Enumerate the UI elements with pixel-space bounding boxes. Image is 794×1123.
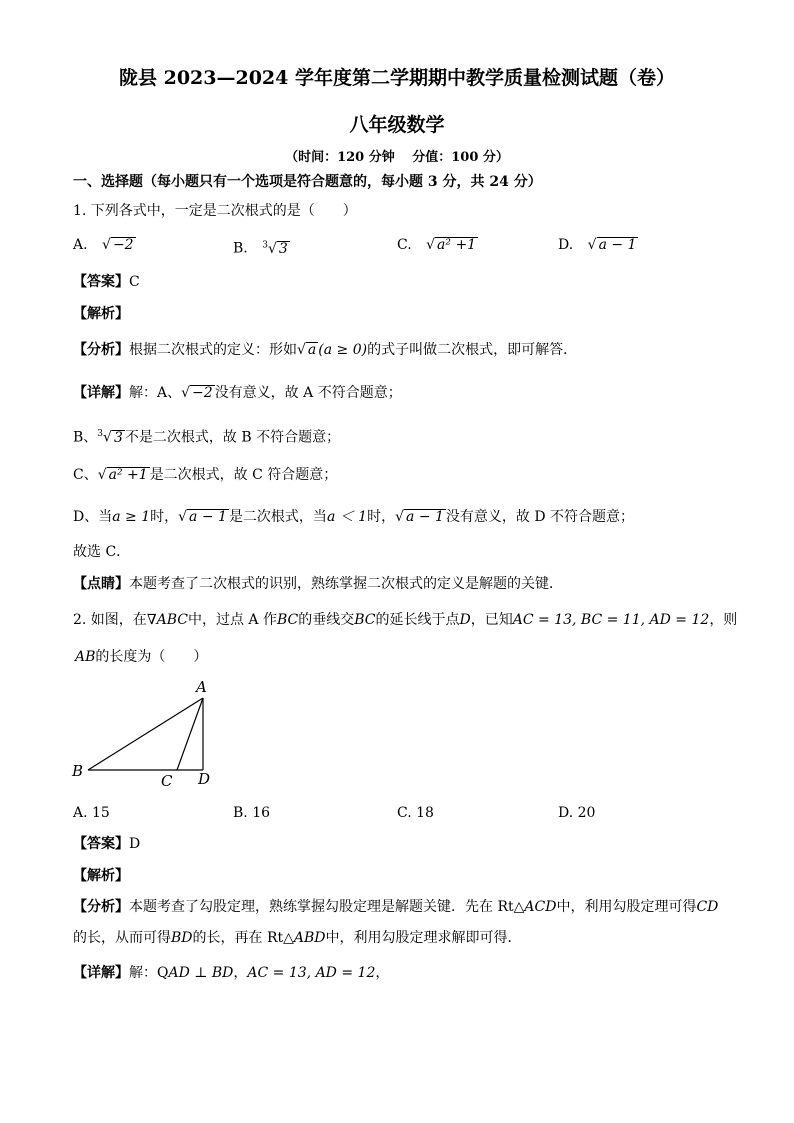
comment-tag: 【点睛】	[73, 576, 129, 592]
radicand: −2	[112, 237, 134, 253]
detail-tag: 【详解】	[73, 385, 129, 401]
segment-ac	[177, 698, 203, 770]
detail-text: B、	[73, 429, 98, 446]
radicand: −2	[192, 385, 213, 401]
exam-title: 陇县 2023—2024 学年度第二学期期中教学质量检测试题（卷）	[119, 67, 675, 89]
fenxi-text: 中，利用勾股定理可得	[556, 899, 697, 915]
detail-text: 没有意义，故 A 不符合题意；	[214, 385, 402, 401]
comment-text: 本题考查了二次根式的识别，熟练掌握二次根式的定义是解题的关键．	[129, 576, 563, 592]
segment-ab	[88, 698, 203, 770]
math-expr: D	[459, 612, 471, 628]
detail-text: 时，	[150, 509, 179, 525]
math-expr: BC	[354, 612, 376, 628]
fenxi-text: 的式子叫做二次根式，即可解答．	[367, 342, 578, 358]
detail-text: 是二次根式，当	[228, 509, 327, 525]
q1-option-d: D. √ a − 1	[558, 237, 637, 253]
detail-text: D、当	[73, 509, 113, 525]
q1-conclusion: 故选 C．	[73, 544, 131, 560]
option-label: A.	[73, 237, 88, 253]
radicand: a − 1	[189, 509, 227, 525]
math-expr: BD	[171, 930, 193, 946]
stem-text: ，已知	[470, 612, 513, 628]
detail-text: 解：Q	[129, 965, 169, 981]
exam-subtitle: 八年级数学	[349, 114, 445, 136]
condition: a ＜ 1	[326, 509, 368, 525]
stem-text: 的延长线于点	[375, 612, 460, 628]
stem-text: 的长度为（ ）	[95, 649, 208, 665]
condition: (a ≥ 0)	[318, 342, 368, 358]
option-label: B.	[233, 240, 248, 257]
condition: a ≥ 1	[112, 509, 151, 525]
q1-fenxi: 【分析】根据二次根式的定义：形如√ a (a ≥ 0)的式子叫做二次根式，即可解答．	[73, 342, 578, 358]
label-c: C	[161, 772, 173, 790]
detail-text: ，	[233, 965, 248, 981]
q1-option-a: A. √ −2	[73, 237, 134, 253]
q2-option-a: A. 15	[73, 805, 110, 821]
detail-text: 是二次根式，故 C 符合题意；	[149, 467, 338, 483]
radicand: a − 1	[406, 509, 444, 525]
fenxi-text: 本题考查了勾股定理，熟练掌握勾股定理是解题关键．先在 Rt	[129, 899, 514, 915]
radicand: a	[307, 342, 317, 358]
label-a: A	[196, 678, 207, 696]
root-index: 3	[262, 240, 268, 250]
math-expr: BC	[276, 612, 299, 628]
detail-tag: 【详解】	[73, 965, 129, 981]
q2-fenxi-line2	[73, 929, 522, 947]
math-expr: CD	[696, 899, 719, 915]
radicand: 3	[278, 240, 288, 257]
radicand: 3	[113, 429, 123, 446]
fenxi-text: 根据二次根式的定义：形如	[129, 342, 297, 358]
q2-answer	[73, 835, 140, 853]
detail-text: 没有意义，故 D 不符合题意；	[445, 509, 635, 525]
option-label: D.	[558, 237, 574, 253]
detail-text: 解：A、	[129, 385, 182, 401]
stem-text: ，则	[709, 612, 738, 628]
detail-text: C、	[73, 467, 98, 483]
q2-fenxi-line1	[73, 898, 718, 916]
answer-value: D	[129, 836, 141, 852]
q1-stem: 1. 下列各式中，一定是二次根式的是（ ）	[73, 203, 357, 219]
detail-text: ，	[375, 965, 390, 981]
math-expr: AB	[75, 649, 96, 665]
math-expr: AC = 13, BC = 11, AD = 12	[512, 612, 710, 628]
section-heading: 一、选择题（每小题只有一个选项是符合题意的，每小题 3 分，共 24 分）	[73, 174, 542, 190]
math-expr: AC = 13, AD = 12	[247, 965, 376, 981]
root-index: 3	[97, 429, 104, 439]
q1-comment	[73, 575, 563, 593]
q1-analysis-tag: 【解析】	[73, 306, 129, 322]
q2-detail	[73, 964, 389, 982]
math-expr: △ABD	[283, 930, 326, 946]
q1-detail-b: B、$^3$√ 3 不是二次根式，故 B 不符合题意；	[73, 429, 341, 446]
q2-stem-line2	[75, 648, 207, 666]
math-expr: △ACD	[513, 899, 557, 915]
exam-info: （时间：120 分钟 分值：100 分）	[285, 150, 509, 165]
q1-detail-a: 【详解】解：A、√ −2 没有意义，故 A 不符合题意；	[73, 385, 402, 401]
q1-detail-c: C、√ a² +1 是二次根式，故 C 符合题意；	[73, 467, 338, 483]
q1-option-c: C. √ a² +1	[397, 237, 477, 253]
radicand: a² +1	[108, 467, 148, 483]
label-d: D	[198, 770, 211, 788]
math-expr: ∇ABC	[146, 612, 188, 628]
answer-value: C	[129, 274, 140, 290]
math-expr: AD ⊥ BD	[168, 965, 234, 981]
stem-text: 的垂线交	[298, 612, 355, 628]
fenxi-text: 的长，再在 Rt	[192, 930, 284, 946]
answer-tag: 【答案】	[73, 274, 129, 290]
radicand: a − 1	[598, 237, 637, 253]
stem-text: 2. 如图，在	[73, 612, 147, 628]
q2-stem-line1	[73, 611, 737, 629]
q2-analysis-tag: 【解析】	[73, 868, 129, 884]
q1-answer	[73, 273, 140, 291]
option-label: C.	[397, 237, 412, 253]
label-b: B	[72, 762, 84, 780]
answer-tag: 【答案】	[73, 836, 129, 852]
stem-text: 中，过点 A 作	[187, 612, 277, 628]
q1-option-b: B. $^3$√ 3	[233, 240, 288, 257]
triangle-figure	[60, 676, 230, 798]
q2-option-c: C. 18	[397, 805, 434, 821]
detail-text: 时，	[367, 509, 396, 525]
fenxi-tag: 【分析】	[73, 342, 129, 358]
fenxi-tag: 【分析】	[73, 899, 129, 915]
detail-text: 不是二次根式，故 B 不符合题意；	[124, 429, 341, 446]
fenxi-text: 中，利用勾股定理求解即可得．	[325, 930, 522, 946]
q1-detail-d: D、当a ≥ 1时，√ a − 1 是二次根式，当a ＜ 1时，√ a − 1 没有意义，故 D 不符合题意；	[73, 509, 635, 525]
radicand: a² +1	[437, 237, 477, 253]
q2-option-b: B. 16	[233, 805, 271, 821]
fenxi-text: 的长，从而可得	[73, 930, 171, 946]
q2-option-d: D. 20	[558, 805, 596, 821]
triangle-svg	[60, 676, 230, 794]
